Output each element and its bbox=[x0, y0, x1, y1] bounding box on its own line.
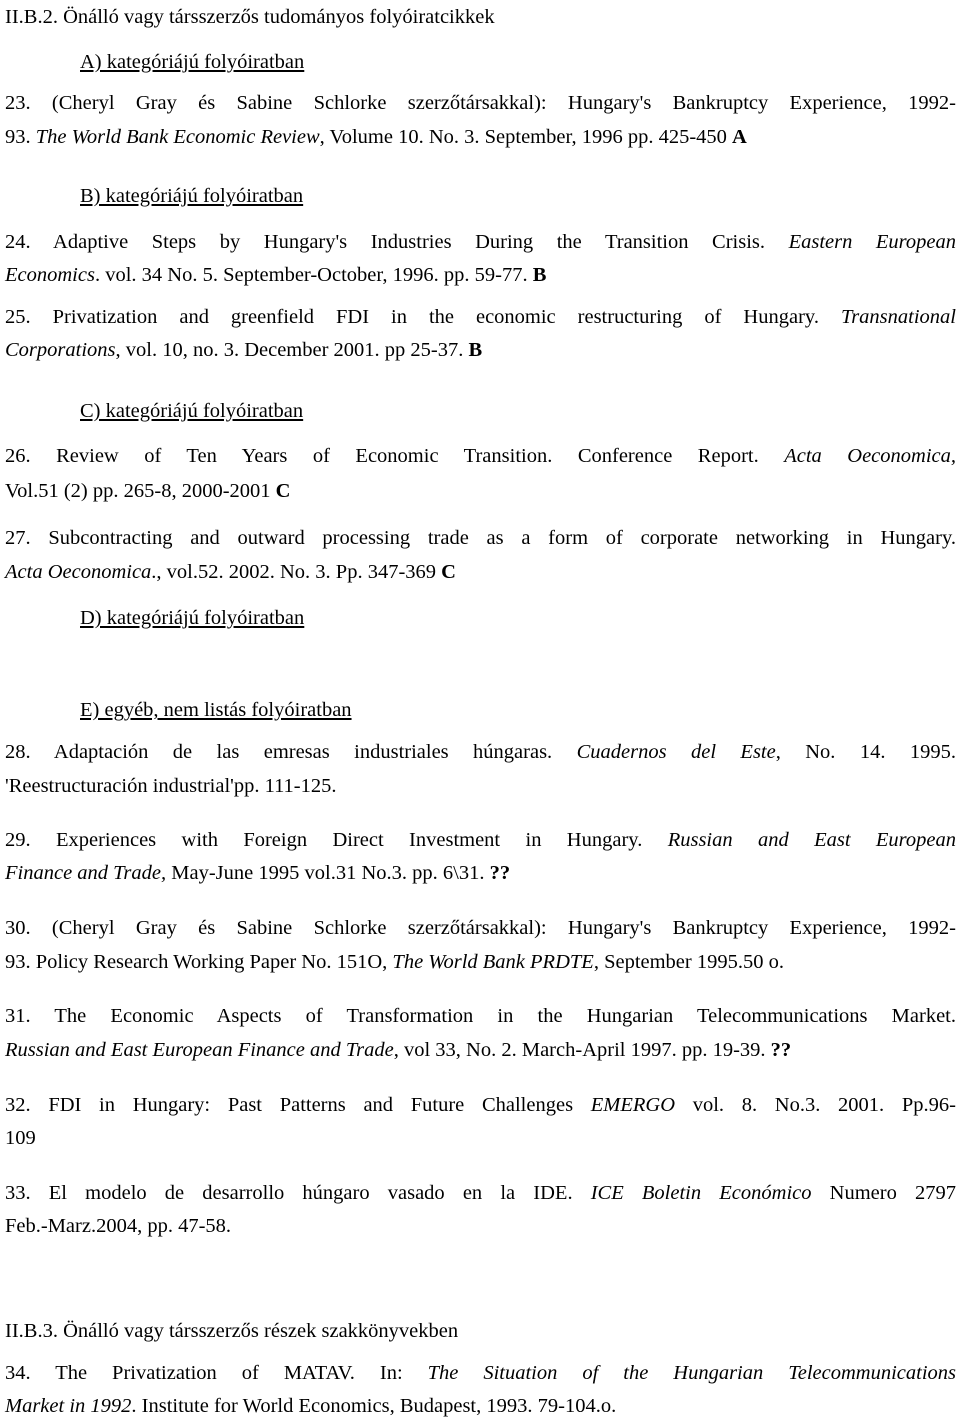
entry-23-line-1: 23. (Cheryl Gray és Sabine Schlorke szerzőtársakkal): Hungary's Bankruptcy Experience, 1992- bbox=[5, 92, 956, 114]
entry-24-line-1: 24. Adaptive Steps by Hungary's Industries During the Transition Crisis. Eastern European bbox=[5, 231, 956, 253]
book-title: The Situation of the Hungarian Telecommunications bbox=[427, 1362, 956, 1384]
journal-title: Eastern European bbox=[788, 231, 956, 253]
journal-title: Economics bbox=[5, 264, 95, 286]
entry-31-line-2: Russian and East European Finance and Trade, vol 33, No. 2. March-April 1997. pp. 19-39. ?? bbox=[5, 1039, 792, 1061]
book-title: Market in 1992 bbox=[5, 1395, 132, 1417]
entry-28-line-1: 28. Adaptación de las emresas industriales húngaras. Cuadernos del Este, No. 14. 1995. bbox=[5, 741, 956, 763]
entry-27-line-1: 27. Subcontracting and outward processing trade as a form of corporate networking in Hungary. bbox=[5, 527, 956, 549]
grade-label: ?? bbox=[770, 1039, 792, 1061]
entry-33-line-2: Feb.-Marz.2004, pp. 47-58. bbox=[5, 1215, 232, 1237]
journal-title: ICE Boletin Económico bbox=[590, 1182, 812, 1204]
journal-title: Cuadernos del Este bbox=[576, 741, 776, 763]
entry-31-line-1: 31. The Economic Aspects of Transformation in the Hungarian Telecommunications Market. bbox=[5, 1005, 956, 1027]
grade-label: B bbox=[532, 264, 547, 286]
category-a-heading: A) kategóriájú folyóiratban bbox=[80, 51, 305, 73]
journal-title: Transnational bbox=[840, 306, 956, 328]
entry-32-line-1: 32. FDI in Hungary: Past Patterns and Future Challenges EMERGO vol. 8. No.3. 2001. Pp.96- bbox=[5, 1094, 956, 1116]
section-heading-b3: II.B.3. Önálló vagy társszerzős részek szakkönyvekben bbox=[5, 1320, 459, 1342]
section-heading-b2: II.B.2. Önálló vagy társszerzős tudományos folyóiratcikkek bbox=[5, 6, 495, 28]
journal-title: The World Bank PRDTE bbox=[392, 951, 594, 973]
entry-30-line-1: 30. (Cheryl Gray és Sabine Schlorke szerzőtársakkal): Hungary's Bankruptcy Experience, 1992- bbox=[5, 917, 956, 939]
entry-25-line-1: 25. Privatization and greenfield FDI in the economic restructuring of Hungary. Transnational bbox=[5, 306, 956, 328]
journal-title: EMERGO bbox=[590, 1094, 676, 1116]
entry-23-line-2: 93. The World Bank Economic Review, Volume 10. No. 3. September, 1996 pp. 425-450 A bbox=[5, 126, 747, 148]
entry-27-line-2: Acta Oeconomica., vol.52. 2002. No. 3. Pp. 347-369 C bbox=[5, 561, 456, 583]
entry-29-line-2: Finance and Trade, May-June 1995 vol.31 No.3. pp. 6\31. ?? bbox=[5, 862, 511, 884]
journal-title: Corporations bbox=[5, 339, 116, 361]
journal-title: Russian and East European bbox=[667, 829, 956, 851]
category-e-heading: E) egyéb, nem listás folyóiratban bbox=[80, 699, 352, 721]
entry-33-line-1: 33. El modelo de desarrollo húngaro vasado en la IDE. ICE Boletin Económico Numero 2797 bbox=[5, 1182, 956, 1204]
grade-label: A bbox=[732, 126, 747, 148]
journal-title: Russian and East European Finance and Trade bbox=[5, 1039, 394, 1061]
entry-34-line-2: Market in 1992. Institute for World Economics, Budapest, 1993. 79-104.o. bbox=[5, 1395, 617, 1417]
entry-29-line-1: 29. Experiences with Foreign Direct Investment in Hungary. Russian and East European bbox=[5, 829, 956, 851]
journal-title: Acta Oeconomica, bbox=[784, 445, 957, 467]
entry-34-line-1: 34. The Privatization of MATAV. In: The Situation of the Hungarian Telecommunications bbox=[5, 1362, 956, 1384]
entry-25-line-2: Corporations, vol. 10, no. 3. December 2001. pp 25-37. B bbox=[5, 339, 483, 361]
grade-label: ?? bbox=[489, 862, 511, 884]
entry-32-line-2: 109 bbox=[5, 1127, 36, 1149]
category-c-heading: C) kategóriájú folyóiratban bbox=[80, 400, 304, 422]
entry-28-line-2: 'Reestructuración industrial'pp. 111-125. bbox=[5, 775, 337, 797]
category-b-heading: B) kategóriájú folyóiratban bbox=[80, 185, 304, 207]
category-d-heading: D) kategóriájú folyóiratban bbox=[80, 607, 305, 629]
entry-24-line-2: Economics. vol. 34 No. 5. September-October, 1996. pp. 59-77. B bbox=[5, 264, 547, 286]
grade-label: C bbox=[275, 480, 291, 502]
grade-label: B bbox=[468, 339, 483, 361]
journal-title: Acta Oeconomica bbox=[5, 561, 152, 583]
entry-30-line-2: 93. Policy Research Working Paper No. 151O, The World Bank PRDTE, September 1995.50 o. bbox=[5, 951, 784, 973]
journal-title: Finance and Trade, bbox=[5, 862, 167, 884]
journal-title: The World Bank Economic Review bbox=[35, 126, 320, 148]
entry-26-line-2: Vol.51 (2) pp. 265-8, 2000-2001 C bbox=[5, 480, 291, 502]
grade-label: C bbox=[441, 561, 456, 583]
entry-26-line-1: 26. Review of Ten Years of Economic Transition. Conference Report. Acta Oeconomica, bbox=[5, 445, 957, 467]
